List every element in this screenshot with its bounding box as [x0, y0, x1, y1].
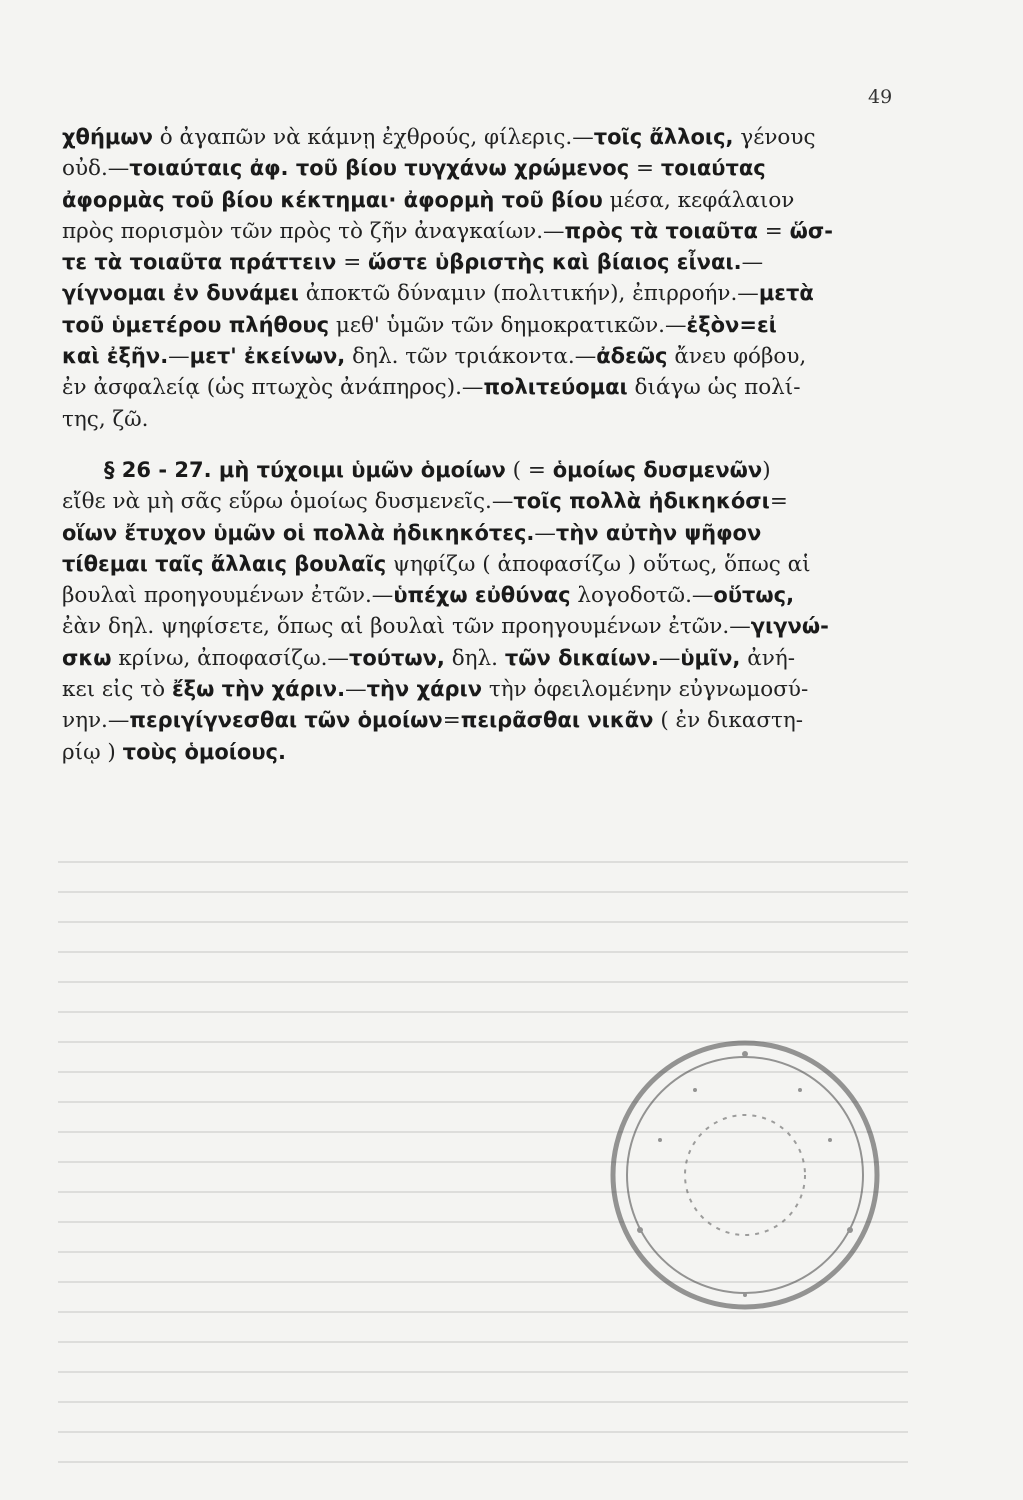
lemma-bold: τοῦ ὑμετέρου πλήθους — [62, 312, 330, 337]
commentary-text — [62, 122, 908, 768]
text-line — [62, 341, 908, 372]
lemma-bold: οἵων ἔτυχον ὑμῶν οἱ πολλὰ ἠδικηκότες. — [62, 520, 535, 545]
lemma-bold: τοιαύταις ἀφ. τοῦ βίου τυγχάνω χρώμενος — [129, 156, 630, 181]
lemma-bold: περιγίγνεσθαι τῶν ὁμοίων — [129, 708, 443, 733]
gloss-text: — — [741, 250, 764, 276]
text-line — [62, 404, 908, 435]
lemma-bold: τὴν αὐτὴν ψῆφον — [555, 520, 762, 545]
gloss-text: λογοδοτῶ.— — [570, 583, 714, 609]
lemma-bold: τὴν χάριν — [366, 677, 483, 702]
gloss-text: ρίῳ ) — [62, 739, 123, 765]
gloss-text: ἄνευ φόβου, — [667, 344, 807, 370]
text-line — [62, 705, 908, 736]
lemma-bold: § 26 - 27. μὴ τύχοιμι ὑμῶν ὁμοίων — [104, 457, 506, 482]
text-line — [62, 310, 908, 341]
lemma-bold: τίθεμαι ταῖς ἄλλαις βουλαῖς — [62, 551, 387, 576]
text-line — [62, 486, 908, 517]
gloss-text: — — [345, 677, 367, 703]
lemma-bold: τῶν δικαίων. — [504, 645, 659, 670]
lemma-bold: γίγνομαι ἐν δυνάμει — [62, 281, 299, 306]
gloss-text: βουλαὶ προηγουμένων ἐτῶν.— — [62, 583, 394, 609]
lemma-bold: ἐξὸν=εἰ — [686, 312, 777, 337]
library-stamp — [600, 1030, 890, 1320]
text-line — [62, 549, 908, 580]
gloss-text: = — [336, 250, 369, 276]
gloss-text: — — [168, 344, 190, 370]
gloss-text: διάγω ὡς πολί- — [627, 375, 801, 401]
lemma-bold: ὥστε ὑβριστὴς καὶ βίαιος εἶναι. — [368, 250, 742, 275]
gloss-text: ὁ ἀγαπῶν νὰ κάμνῃ ἐχθρούς, φίλερις.— — [152, 125, 594, 150]
gloss-text: ἀνή- — [740, 645, 795, 671]
gloss-text: γένους — [733, 125, 816, 150]
lemma-bold: ἀδεῶς — [596, 344, 668, 369]
lemma-bold: τοῖς ἄλλοις, — [593, 125, 734, 149]
lemma-bold: χθήμων — [62, 125, 153, 149]
lemma-bold: τοῖς πολλὰ ἠδικηκόσι — [513, 489, 770, 514]
gloss-text: νην.— — [62, 708, 130, 734]
text-line — [62, 216, 908, 247]
gloss-text: δηλ. — [444, 645, 505, 671]
lemma-bold: καὶ ἐξῆν. — [62, 344, 169, 369]
lemma-bold: πολιτεύομαι — [483, 375, 628, 400]
gloss-text: ψηφίζω ( ἀποφασίζω ) οὕτως, ὅπως αἱ — [386, 551, 811, 577]
gloss-text: ( = — [505, 457, 553, 483]
gloss-text: — — [658, 645, 681, 671]
text-line — [62, 674, 908, 705]
gloss-text: οὐδ.— — [62, 156, 130, 182]
gloss-text: = — [629, 156, 661, 182]
gloss-text: ( ἐν δικαστη- — [653, 708, 804, 734]
text-line — [62, 518, 908, 549]
lemma-bold: τοὺς ὁμοίους. — [122, 739, 286, 764]
lemma-bold: σκω — [62, 645, 112, 670]
text-line — [62, 455, 908, 486]
lemma-bold: μετὰ — [758, 281, 814, 306]
gloss-text: πρὸς πορισμὸν τῶν πρὸς τὸ ζῆν ἀναγκαίων.— — [62, 218, 565, 244]
text-line — [62, 247, 908, 278]
lemma-bold: ὁμοίως δυσμενῶν — [552, 457, 763, 482]
text-line — [62, 580, 908, 611]
lemma-bold: μετ' ἐκείνων, — [189, 344, 346, 369]
lemma-bold: ὑμῖν, — [680, 645, 741, 670]
gloss-text: μεθ' ὑμῶν τῶν δημοκρατικῶν.— — [329, 312, 687, 338]
lemma-bold: ὑπέχω εὐθύνας — [393, 583, 571, 608]
lemma-bold: γιγνώ- — [750, 614, 829, 639]
text-line — [62, 372, 908, 403]
gloss-text: ἐὰν δηλ. ψηφίσετε, ὅπως αἱ βουλαὶ τῶν προηγουμένων ἐτῶν.— — [62, 614, 751, 640]
text-line — [62, 278, 908, 309]
lemma-bold: πειρᾶσθαι νικᾶν — [460, 708, 654, 733]
text-line — [62, 185, 908, 216]
page-number: 49 — [868, 86, 893, 108]
gloss-text: = — [769, 489, 788, 515]
lemma-bold: οὕτως, — [713, 583, 795, 608]
gloss-text: τὴν ὀφειλομένην εὐγνωμοσύ- — [482, 677, 809, 703]
gloss-text: εἴθε νὰ μὴ σᾶς εὕρω ὁμοίως δυσμενεῖς.— — [62, 489, 514, 515]
lemma-bold: τούτων, — [348, 645, 445, 670]
gloss-text: μέσα, κεφάλαιον — [602, 187, 795, 213]
gloss-text: = — [757, 218, 790, 244]
lemma-bold: πρὸς τὰ τοιαῦτα — [564, 218, 758, 243]
text-line — [62, 611, 908, 642]
gloss-text: = — [442, 708, 461, 734]
gloss-text: ἐν ἀσφαλείᾳ (ὡς πτωχὸς ἀνάπηρος).— — [62, 375, 484, 401]
lemma-bold: τε τὰ τοιαῦτα πράττειν — [62, 250, 337, 275]
lemma-bold: τοιαύτας — [660, 156, 766, 181]
text-line — [62, 153, 908, 184]
gloss-text: κει εἰς τὸ — [62, 677, 172, 703]
lemma-bold: ἀφορμὰς τοῦ βίου κέκτημαι· ἀφορμὴ τοῦ βίου — [62, 187, 603, 212]
gloss-text: ) — [762, 457, 771, 483]
gloss-text: — — [534, 520, 556, 546]
gloss-text: κρίνω, ἀποφασίζω.— — [111, 645, 349, 671]
lemma-bold: ἔξω τὴν χάριν. — [171, 677, 346, 702]
lemma-bold: ὥσ- — [789, 218, 833, 243]
gloss-text: δηλ. τῶν τριάκοντα.— — [345, 344, 597, 370]
gloss-text: της, ζῶ. — [62, 406, 149, 432]
text-line — [62, 122, 908, 153]
gloss-text: ἀποκτῶ δύναμιν (πολιτικήν), ἐπιρροήν.— — [298, 281, 759, 307]
text-line — [62, 737, 908, 768]
text-line — [62, 643, 908, 674]
